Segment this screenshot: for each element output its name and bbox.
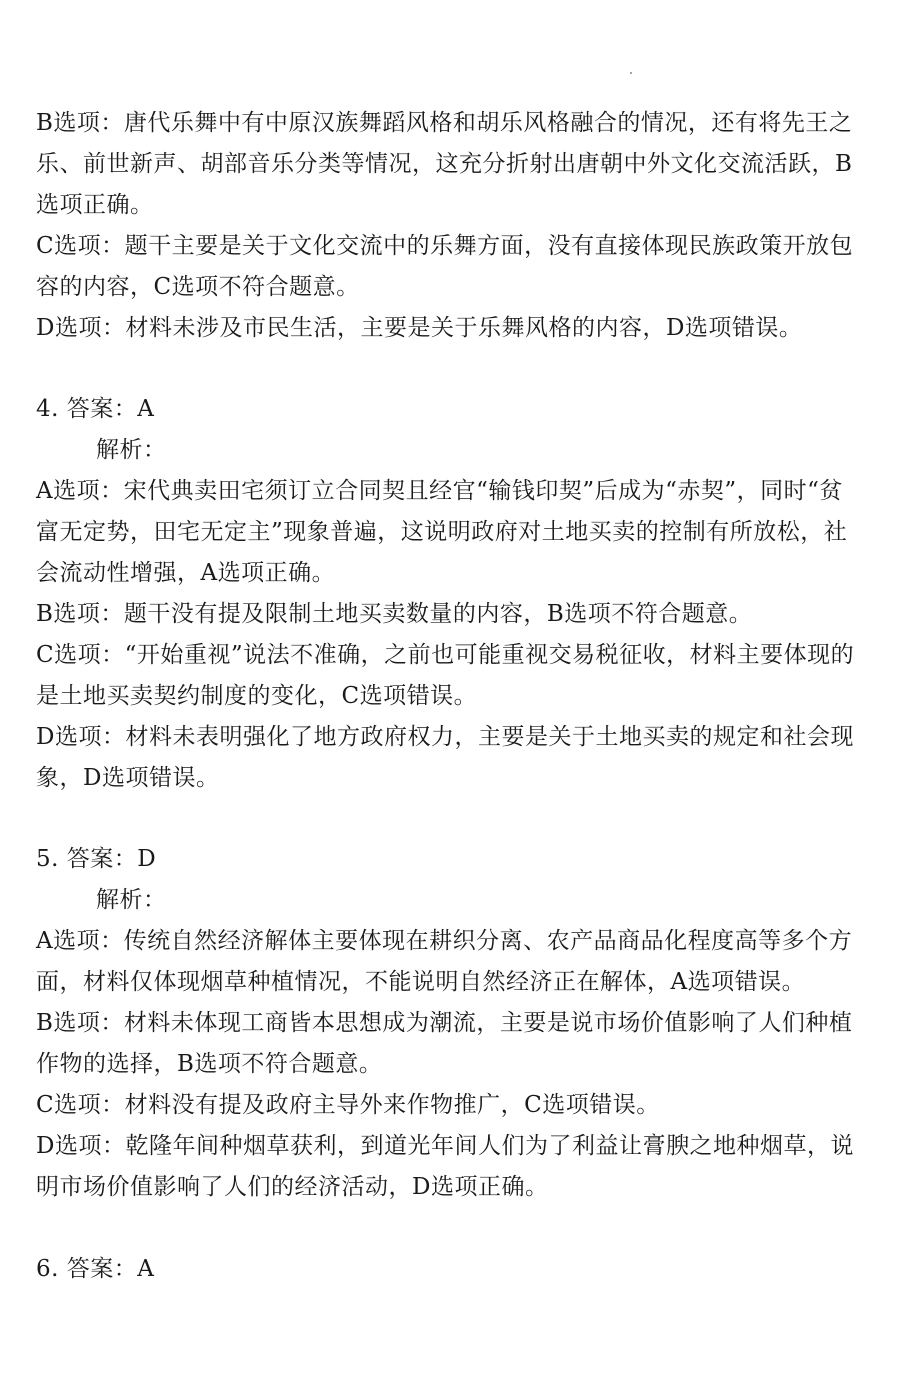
- q6-answer: 6. 答案：A: [36, 1256, 155, 1282]
- q4-option-d: D选项：材料未表明强化了地方政府权力，主要是关于土地买卖的规定和社会现象，D选项错误。: [36, 724, 854, 791]
- q5-option-d: D选项：乾隆年间种烟草获利，到道光年间人们为了利益让膏腴之地种烟草，说明市场价值影响了人们的经济活动，D选项正确。: [36, 1133, 854, 1200]
- q3-option-c: C选项：题干主要是关于文化交流中的乐舞方面，没有直接体现民族政策开放包容的内容，C选项不符合题意。: [36, 233, 854, 300]
- q5-option-b: B选项：材料未体现工商皆本思想成为潮流，主要是说市场价值影响了人们种植作物的选择，B选项不符合题意。: [36, 1010, 853, 1077]
- q5-answer: 5. 答案：D: [36, 846, 157, 872]
- q4-analysis-label: 解析：: [96, 437, 167, 463]
- q4-option-b: B选项：题干没有提及限制土地买卖数量的内容，B选项不符合题意。: [36, 601, 753, 627]
- q3-option-d: D选项：材料未涉及市民生活，主要是关于乐舞风格的内容，D选项错误。: [36, 315, 803, 341]
- q5-option-c: C选项：材料没有提及政府主导外来作物推广，C选项错误。: [36, 1092, 660, 1118]
- q3-option-b: B选项：唐代乐舞中有中原汉族舞蹈风格和胡乐风格融合的情况，还有将先王之乐、前世新声、胡部音乐分类等情况，这充分折射出唐朝中外文化交流活跃，B选项正确。: [36, 110, 853, 218]
- q4-option-a: A选项：宋代典卖田宅须订立合同契且经官“输钱印契”后成为“赤契”，同时“贫富无定势，田宅无定主”现象普遍，这说明政府对土地买卖的控制有所放松，社会流动性增强，A选项正确。: [36, 478, 848, 586]
- q4-option-c: C选项：“开始重视”说法不准确，之前也可能重视交易税征收，材料主要体现的是土地买卖契约制度的变化，C选项错误。: [36, 642, 855, 709]
- scan-dot: [630, 72, 632, 74]
- q5-analysis-label: 解析：: [96, 887, 167, 913]
- q5-option-a: A选项：传统自然经济解体主要体现在耕织分离、农产品商品化程度高等多个方面，材料仅体现烟草种植情况，不能说明自然经济正在解体，A选项错误。: [36, 928, 853, 995]
- q4-answer: 4. 答案：A: [36, 396, 155, 422]
